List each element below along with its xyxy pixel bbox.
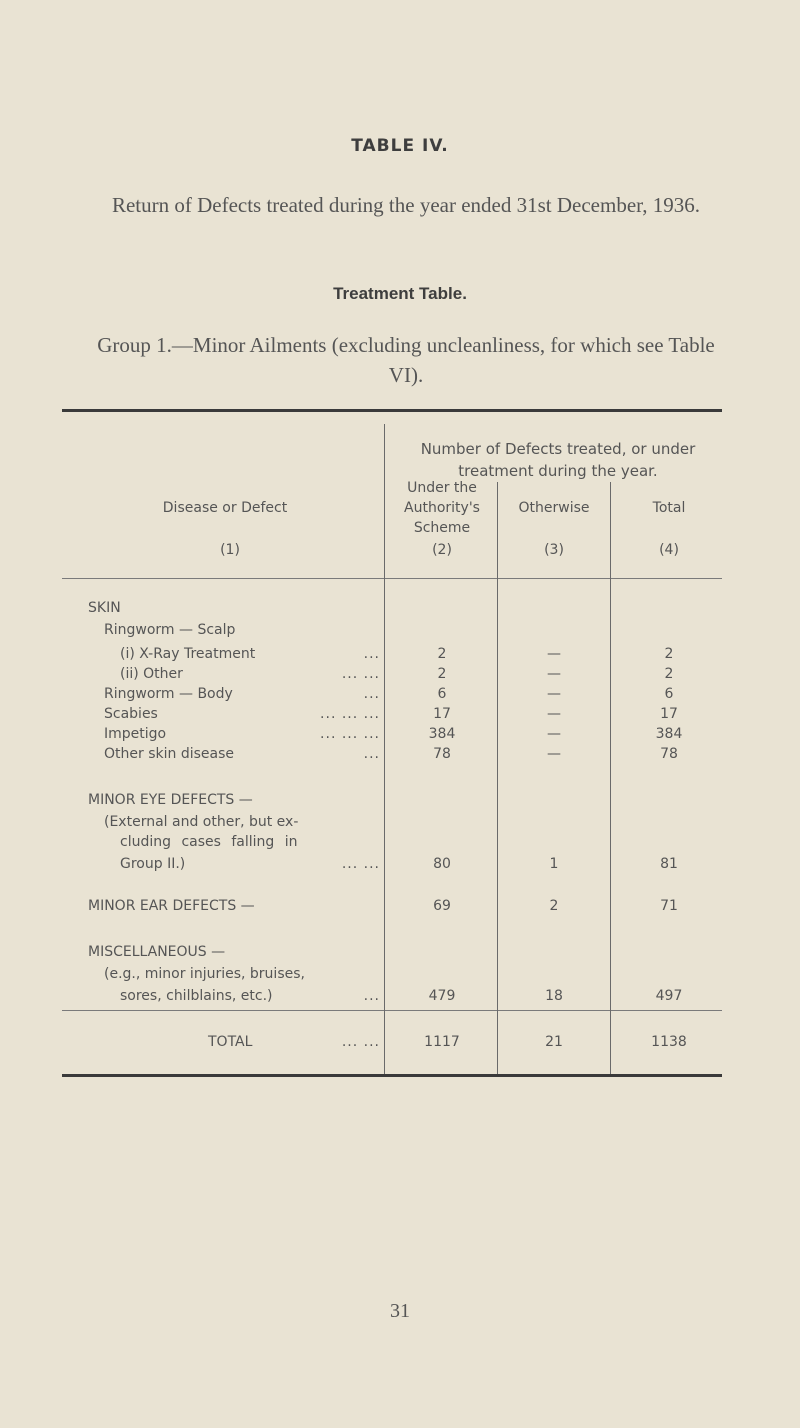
cell-total: 17 xyxy=(660,706,678,722)
total-authority: 1117 xyxy=(424,1034,460,1050)
table-row xyxy=(0,686,800,704)
row-label: SKIN xyxy=(88,600,121,616)
page-number: 31 xyxy=(390,1300,410,1322)
cell-otherwise: — xyxy=(547,686,561,702)
row-label: Group II.) xyxy=(120,856,186,872)
row-label: (e.g., minor injuries, bruises, xyxy=(104,966,305,982)
header-span: Number of Defects treated, or under treatment during the year. xyxy=(420,440,696,480)
leader-dots: ... xyxy=(363,988,380,1004)
table-row xyxy=(0,988,800,1006)
row-label: Ringworm — Scalp xyxy=(104,622,236,638)
table-row xyxy=(0,792,800,810)
treatment-table-heading: Treatment Table. xyxy=(333,284,467,303)
top-rule xyxy=(62,409,722,412)
row-label: (ii) Other xyxy=(120,666,183,682)
leader-dots: ... xyxy=(363,686,380,702)
cell-authority: 6 xyxy=(437,686,447,702)
table-row xyxy=(0,814,800,832)
leader-dots: ... xyxy=(363,746,380,762)
row-label: (External and other, but ex- xyxy=(104,814,299,830)
row-label: cluding cases falling in xyxy=(120,834,298,850)
leader-dots: ... xyxy=(363,646,380,662)
header-bottom-rule xyxy=(62,578,722,579)
table-row xyxy=(0,600,800,618)
cell-total: 2 xyxy=(664,646,674,662)
row-label: MISCELLANEOUS — xyxy=(88,944,226,960)
cell-total: 71 xyxy=(660,898,678,914)
cell-authority: 479 xyxy=(428,988,456,1004)
table-row xyxy=(0,726,800,744)
cell-otherwise: 18 xyxy=(545,988,563,1004)
leader-dots: ... ... xyxy=(341,1034,380,1050)
row-label: Other skin disease xyxy=(104,746,234,762)
cell-authority: 384 xyxy=(428,726,456,742)
cell-otherwise: 2 xyxy=(549,898,559,914)
table-row xyxy=(0,746,800,764)
row-label: Impetigo xyxy=(104,726,167,742)
cell-total: 81 xyxy=(660,856,678,872)
cell-otherwise: — xyxy=(547,706,561,722)
header-col2: Under the Authority's Scheme xyxy=(404,480,480,536)
leader-dots: ... ... ... xyxy=(320,706,380,722)
table-row xyxy=(0,646,800,664)
total-total: 1138 xyxy=(651,1034,687,1050)
row-label: MINOR EAR DEFECTS — xyxy=(88,898,255,914)
table-row xyxy=(0,966,800,984)
cell-otherwise: — xyxy=(547,746,561,762)
cell-otherwise: — xyxy=(547,726,561,742)
cell-otherwise: — xyxy=(547,666,561,682)
row-label: (i) X-Ray Treatment xyxy=(120,646,256,662)
table-row xyxy=(0,706,800,724)
total-row xyxy=(0,1034,800,1052)
table-row xyxy=(0,944,800,962)
header-num-2: (2) xyxy=(432,542,452,558)
row-label: Scabies xyxy=(104,706,158,722)
leader-dots: ... ... xyxy=(341,666,380,682)
table-row xyxy=(0,622,800,640)
header-num-3: (3) xyxy=(544,542,564,558)
row-label: MINOR EYE DEFECTS — xyxy=(88,792,253,808)
header-num-1: (1) xyxy=(220,542,240,558)
cell-total: 384 xyxy=(655,726,683,742)
column-divider-2 xyxy=(497,482,498,1074)
cell-authority: 80 xyxy=(433,856,451,872)
row-label: sores, chilblains, etc.) xyxy=(120,988,273,1004)
table-row xyxy=(0,856,800,874)
leader-dots: ... ... xyxy=(341,856,380,872)
cell-authority: 78 xyxy=(433,746,451,762)
cell-authority: 17 xyxy=(433,706,451,722)
leader-dots: ... ... ... xyxy=(320,726,380,742)
cell-authority: 2 xyxy=(437,646,447,662)
header-col4: Total xyxy=(652,500,686,516)
bottom-rule xyxy=(62,1074,722,1077)
cell-otherwise: 1 xyxy=(549,856,559,872)
cell-total: 6 xyxy=(664,686,674,702)
cell-total: 78 xyxy=(660,746,678,762)
table-title: TABLE IV. xyxy=(351,136,449,156)
header-num-4: (4) xyxy=(659,542,679,558)
table-row xyxy=(0,666,800,684)
table-subtitle: Return of Defects treated during the year ended 31st December, 1936. xyxy=(111,193,701,217)
cell-authority: 69 xyxy=(433,898,451,914)
group-caption: Group 1.—Minor Ailments (excluding uncleanliness, for which see Table VI). xyxy=(97,333,715,387)
table-row xyxy=(0,898,800,916)
cell-total: 2 xyxy=(664,666,674,682)
total-label: TOTAL xyxy=(208,1034,253,1050)
cell-otherwise: — xyxy=(547,646,561,662)
cell-authority: 2 xyxy=(437,666,447,682)
header-disease: Disease or Defect xyxy=(162,500,288,516)
header-col3: Otherwise xyxy=(518,500,590,516)
column-divider-3 xyxy=(610,482,611,1074)
cell-total: 497 xyxy=(655,988,683,1004)
total-top-rule xyxy=(62,1010,722,1011)
total-otherwise: 21 xyxy=(545,1034,563,1050)
row-label: Ringworm — Body xyxy=(104,686,233,702)
table-row xyxy=(0,834,800,852)
